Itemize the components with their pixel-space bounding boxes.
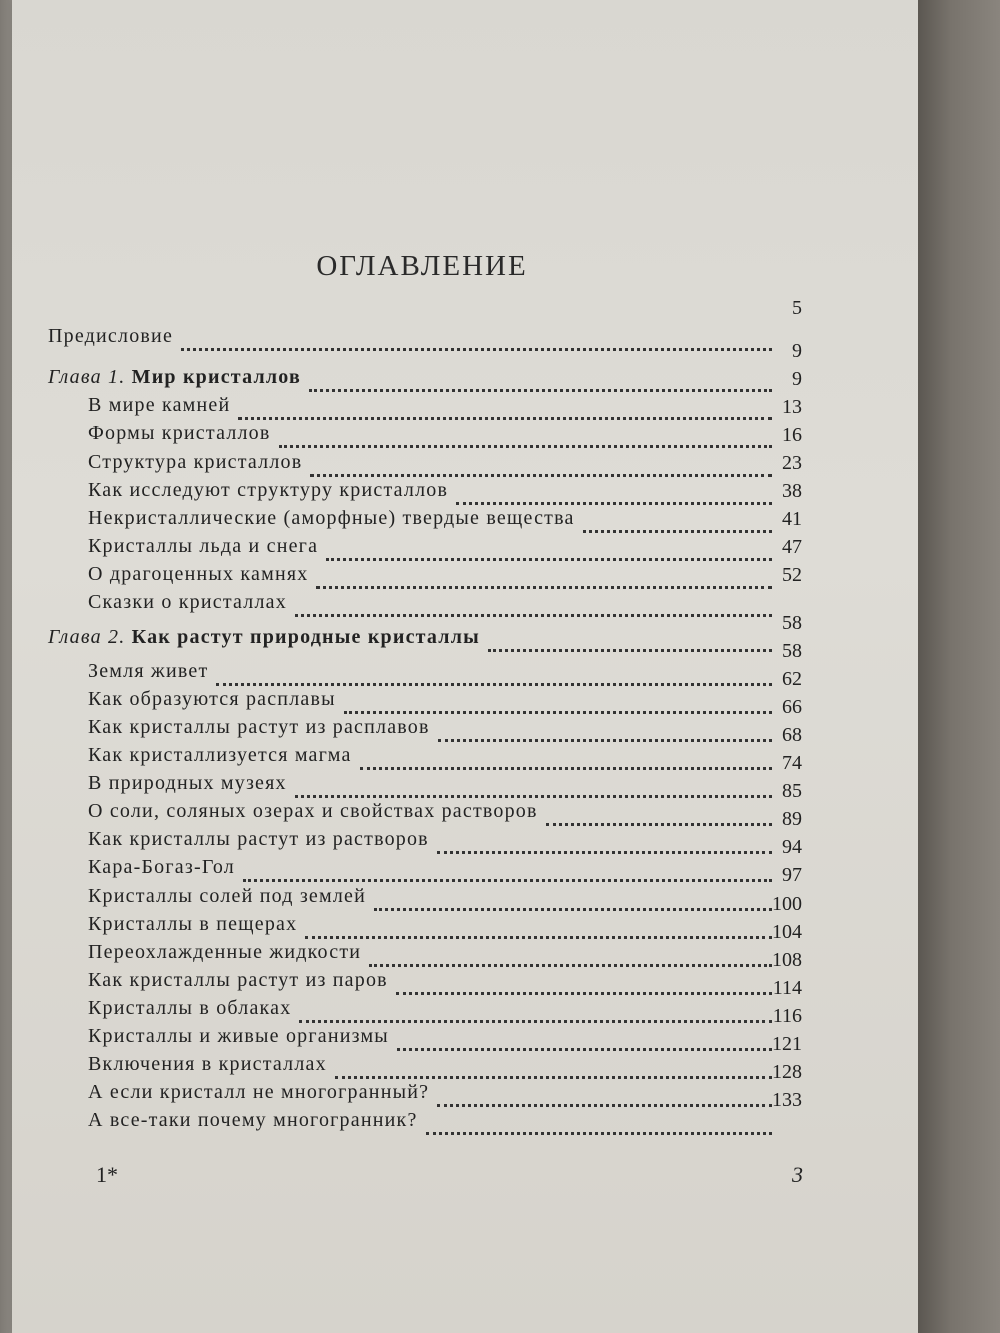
dot-leader: [360, 744, 772, 770]
entry-label: Как образуются расплавы: [88, 688, 336, 710]
dot-leader: [488, 626, 772, 652]
toc-entry: [12, 1109, 922, 1139]
entry-label: В природных музеях: [88, 772, 287, 794]
entry-label: Земля живет: [88, 660, 209, 682]
entry-label: О соли, соляных озерах и свойствах растворов: [88, 800, 538, 822]
entry-label: Как кристаллы растут из расплавов: [88, 716, 430, 738]
entry-label: Формы кристаллов: [88, 422, 271, 444]
entry-label: Кристаллы в облаках: [88, 997, 292, 1019]
toc-entry: [12, 366, 922, 396]
entry-label: Включения в кристаллах: [88, 1053, 327, 1075]
chapter-title: [48, 626, 480, 649]
dot-leader: [374, 885, 772, 911]
dot-leader: [299, 997, 772, 1023]
entry-page-number: 68: [782, 724, 802, 746]
entry-page-number: 128: [772, 1061, 802, 1083]
entry-page-number: 94: [782, 836, 802, 858]
entry-page-number: 108: [772, 949, 802, 971]
dot-leader: [335, 1053, 772, 1079]
dot-leader: [426, 1109, 772, 1135]
dot-leader: [437, 1081, 772, 1107]
page-title: ОГЛАВЛЕНИЕ: [316, 250, 528, 282]
toc-entry: [12, 325, 922, 355]
entry-label: Переохлажденные жидкости: [88, 941, 362, 963]
entry-page-number: 100: [772, 893, 802, 915]
entry-label: Кристаллы солей под землей: [88, 885, 367, 907]
dot-leader: [326, 535, 772, 561]
entry-label: А все-таки почему многогранник?: [88, 1109, 418, 1131]
dot-leader: [546, 800, 772, 826]
dot-leader: [344, 688, 772, 714]
entry-label: Сказки о кристаллах: [88, 591, 287, 613]
entry-label: Как кристаллизуется магма: [88, 744, 352, 766]
dot-leader: [295, 772, 772, 798]
entry-label: Кристаллы в пещерах: [88, 913, 298, 935]
entry-label: Как кристаллы растут из паров: [88, 969, 388, 991]
dot-leader: [369, 941, 772, 967]
entry-label: Кристаллы льда и снега: [88, 535, 319, 557]
chapter-title: [48, 366, 301, 389]
entry-page-number: 85: [782, 780, 802, 802]
dot-leader: [310, 451, 772, 477]
entry-page-number: 52: [782, 564, 802, 586]
entry-label: В мире камней: [88, 394, 231, 416]
entry-page-number: 9: [792, 368, 802, 390]
entry-label: Некристаллические (аморфные) твердые вещества: [88, 507, 575, 529]
entry-label: А если кристалл не многогранный?: [88, 1081, 430, 1103]
dot-leader: [305, 913, 772, 939]
entry-page-number: 5: [792, 297, 802, 319]
entry-label: Как кристаллы растут из растворов: [88, 828, 429, 850]
dot-leader: [309, 366, 772, 392]
entry-page-number: 41: [782, 508, 802, 530]
dot-leader: [243, 856, 772, 882]
entry-page-number: 58: [782, 640, 802, 662]
entry-page-number: 9: [792, 340, 802, 362]
dot-leader: [316, 563, 772, 589]
chapter-name: Как растут природные кристаллы: [131, 626, 480, 648]
dot-leader: [181, 325, 772, 351]
entry-label: Кара-Богаз-Гол: [88, 856, 235, 878]
dot-leader: [437, 828, 772, 854]
entry-page-number: 104: [772, 921, 802, 943]
entry-page-number: 97: [782, 864, 802, 886]
page-number: 3: [792, 1162, 803, 1187]
entry-label: Предисловие: [48, 325, 174, 347]
entry-page-number: 16: [782, 424, 802, 446]
entry-page-number: 116: [772, 1005, 802, 1027]
chapter-number: Глава 2.: [48, 626, 132, 648]
chapter-name: Мир кристаллов: [131, 366, 301, 388]
signature-mark: 1*: [96, 1162, 118, 1187]
entry-label: Структура кристаллов: [88, 451, 303, 473]
entry-page-number: 13: [782, 396, 802, 418]
entry-page-number: 47: [782, 536, 802, 558]
page-stack-edge: [918, 0, 1000, 1333]
entry-label: Как исследуют структуру кристаллов: [88, 479, 449, 501]
dot-leader: [396, 969, 772, 995]
entry-page-number: 114: [772, 977, 802, 999]
entry-page-number: 121: [772, 1033, 802, 1055]
dot-leader: [216, 660, 772, 686]
dot-leader: [295, 591, 772, 617]
chapter-number: Глава 1.: [48, 366, 132, 388]
entry-label: Кристаллы и живые организмы: [88, 1025, 389, 1047]
book-page: [12, 0, 920, 1333]
entry-page-number: 89: [782, 808, 802, 830]
dot-leader: [583, 507, 772, 533]
entry-page-number: 66: [782, 696, 802, 718]
entry-page-number: 62: [782, 668, 802, 690]
dot-leader: [397, 1025, 772, 1051]
entry-page-number: 74: [782, 752, 802, 774]
dot-leader: [456, 479, 772, 505]
dot-leader: [279, 422, 772, 448]
dot-leader: [438, 716, 772, 742]
dot-leader: [238, 394, 772, 420]
entry-label: О драгоценных камнях: [88, 563, 309, 585]
entry-page-number: 38: [782, 480, 802, 502]
entry-page-number: 133: [772, 1089, 802, 1111]
entry-page-number: 58: [782, 612, 802, 634]
entry-page-number: 23: [782, 452, 802, 474]
